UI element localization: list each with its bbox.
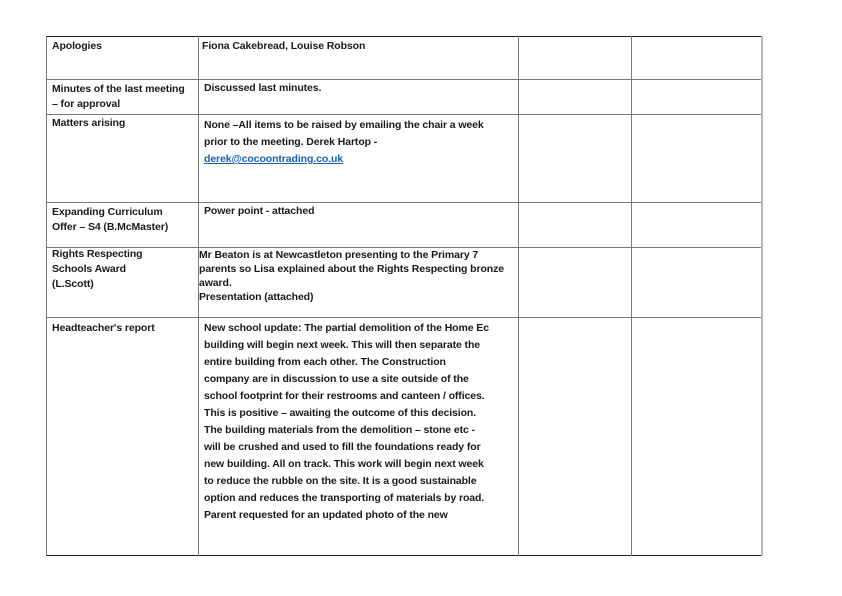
label-line: Minutes of the last meeting [52, 83, 185, 95]
content-line: entire building from each other. The Construction [204, 356, 446, 368]
row-content-expanding-curriculum: Power point - attached [204, 205, 315, 217]
table-border-top [46, 36, 762, 37]
content-line: Mr Beaton is at Newcastleton presenting to the Primary 7 [199, 249, 479, 261]
content-line: Parent requested for an updated photo of the new [204, 509, 448, 521]
row-label-minutes [52, 82, 198, 112]
content-line: award. [199, 277, 232, 289]
label-line: Expanding Curriculum [52, 206, 163, 218]
content-line: prior to the meeting. Derek Hartop - [204, 136, 378, 148]
row-label-headteachers-report: Headteacher's report [52, 322, 155, 334]
content-line: This is positive – awaiting the outcome of this decision. [204, 407, 477, 419]
content-line: parents so Lisa explained about the Rights Respecting bronze [199, 263, 504, 275]
label-line: – for approval [52, 98, 121, 110]
column-divider [518, 36, 519, 556]
label-line: Rights Respecting [52, 248, 143, 260]
row-content-apologies: Fiona Cakebread, Louise Robson [202, 40, 366, 52]
row-label-expanding-curriculum [52, 205, 198, 235]
row-content-minutes: Discussed last minutes. [204, 82, 322, 94]
content-line: to reduce the rubble on the site. It is a good sustainable [204, 475, 477, 487]
content-line: building will begin next week. This will then separate the [204, 339, 480, 351]
content-line: will be crushed and used to fill the foundations ready for [204, 441, 481, 453]
content-line: New school update: The partial demolition of the Home Ec [204, 322, 489, 334]
row-content-headteachers-report [204, 320, 514, 524]
column-divider [631, 36, 632, 556]
content-line: option and reduces the transporting of materials by road. [204, 492, 485, 504]
row-content-rights-respecting [199, 248, 515, 304]
content-line: The building materials from the demolition – stone etc - [204, 424, 475, 436]
content-line: school footprint for their restrooms and canteen / offices. [204, 390, 485, 402]
email-link[interactable]: derek@cocoontrading.co.uk [204, 153, 344, 165]
content-line: new building. All on track. This work will begin next week [204, 458, 484, 470]
row-label-rights-respecting [52, 247, 198, 292]
row-label-apologies: Apologies [52, 40, 102, 52]
label-line: Offer – S4 (B.McMaster) [52, 221, 169, 233]
row-content-matters-arising [204, 117, 514, 168]
row-divider [46, 114, 762, 115]
content-line: None –All items to be raised by emailing the chair a week [204, 119, 484, 131]
row-divider [46, 317, 762, 318]
row-divider [46, 79, 762, 80]
table-border-bottom [46, 555, 762, 556]
label-line: (L.Scott) [52, 278, 94, 290]
minutes-table [46, 36, 762, 556]
row-label-matters-arising: Matters arising [52, 117, 126, 129]
table-border-right [761, 36, 763, 556]
label-line: Schools Award [52, 263, 126, 275]
table-border-left [46, 36, 47, 556]
row-divider [46, 202, 762, 203]
content-line: Presentation (attached) [199, 291, 314, 303]
content-line: company are in discussion to use a site outside of the [204, 373, 469, 385]
